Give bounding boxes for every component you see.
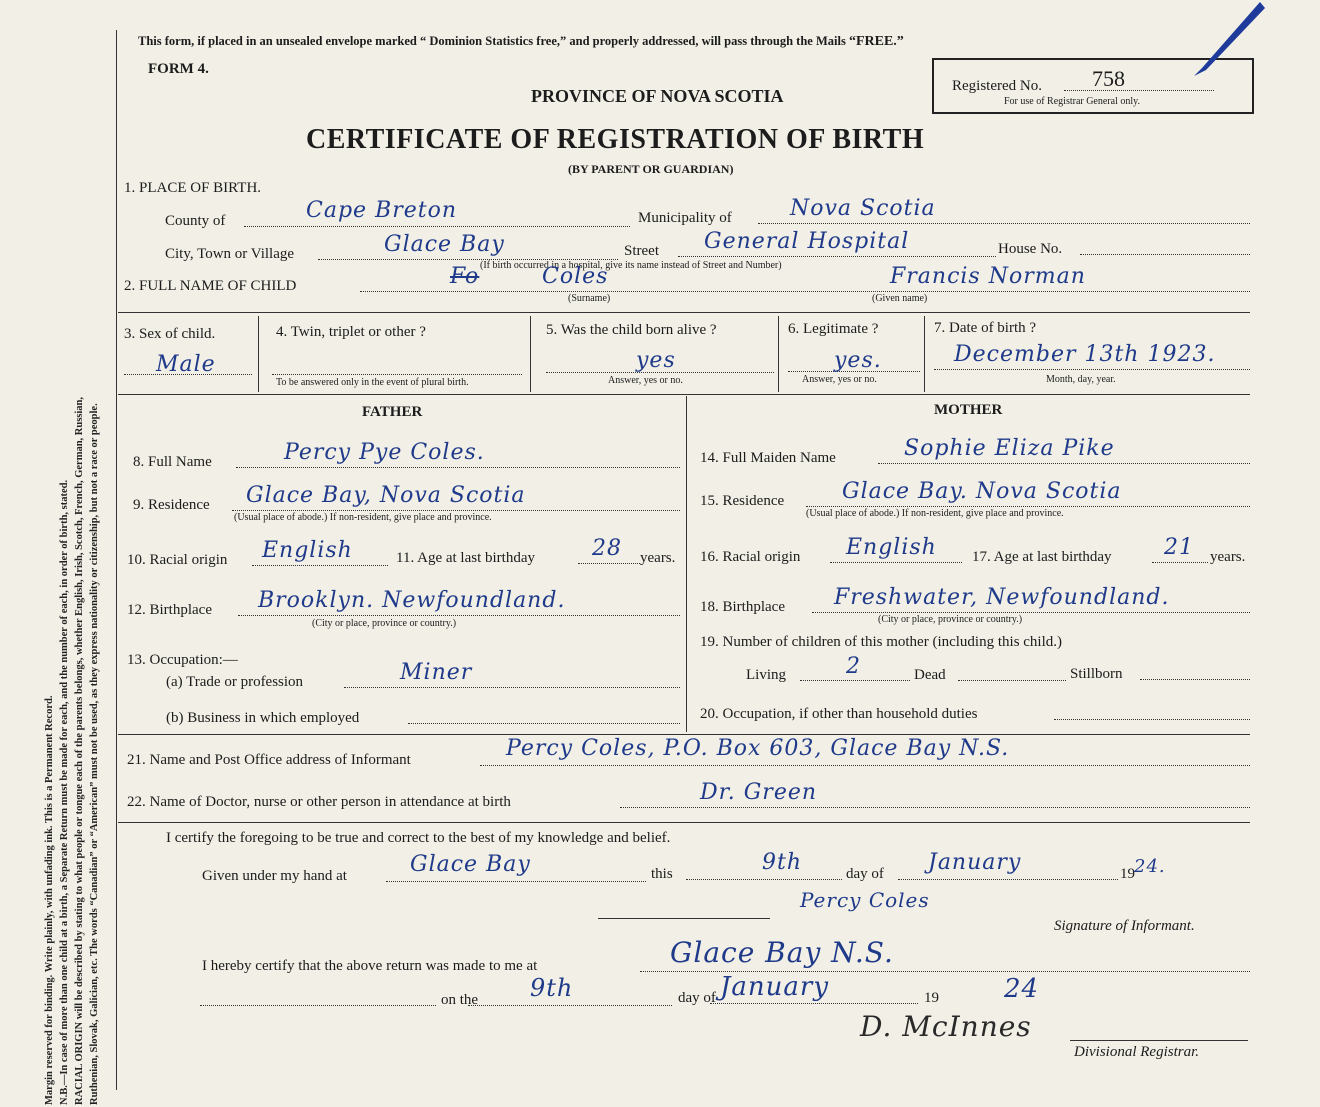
surname-caption: (Surname): [568, 293, 611, 304]
hospital-note: (If birth occurred in a hospital, give its name instead of Street and Number): [480, 260, 782, 271]
certify-statement: I certify the foregoing to be true and correct to the best of my knowledge and belief.: [166, 830, 671, 846]
trade-value: Miner: [400, 660, 473, 685]
father-residence-note: (Usual place of abode.) If non-resident, give place and province.: [234, 512, 492, 523]
mail-note: [138, 34, 904, 50]
margin-note: [42, 25, 102, 1105]
given-under-label: Given under my hand at: [202, 868, 347, 884]
child-surname: Coles: [542, 264, 609, 289]
street-label: Street: [624, 243, 659, 259]
living-value: 2: [846, 654, 861, 679]
legitimate-value: yes.: [834, 348, 882, 373]
trade-label: (a) Trade or profession: [166, 674, 304, 690]
divider: [118, 822, 1250, 823]
father-residence-value: Glace Bay, Nova Scotia: [246, 483, 526, 508]
informant-value: Percy Coles, P.O. Box 603, Glace Bay N.S.: [506, 736, 1010, 761]
on-the-label: on the: [441, 992, 479, 1008]
divider: [118, 394, 1250, 395]
mail-note-free: “FREE.”: [848, 34, 904, 49]
father-name-value: Percy Pye Coles.: [284, 440, 485, 465]
certify-year-value: 24.: [1134, 856, 1166, 877]
informant-signature-caption: Signature of Informant.: [1054, 918, 1195, 934]
certify-month-value: January: [928, 850, 1022, 875]
divider: [258, 316, 259, 392]
dob-label: 7. Date of birth ?: [934, 320, 1037, 336]
city-label: City, Town or Village: [165, 246, 295, 262]
father-racial-label: 10. Racial origin: [127, 552, 228, 568]
certify-year-prefix: 19: [1120, 866, 1135, 882]
margin-note-line: RACIAL ORIGIN will be described by stating to what people or tongue each of the parents belongs, whether English, Irish, Scotch, French, German, Russian,: [74, 396, 85, 1105]
county-label: County of: [165, 213, 226, 229]
twin-note: To be answered only in the event of plural birth.: [276, 377, 469, 388]
mother-residence-note: (Usual place of abode.) If non-resident, give place and province.: [806, 508, 1064, 519]
born-alive-caption: Answer, yes or no.: [608, 375, 683, 386]
dead-label: Dead: [914, 667, 946, 683]
born-alive-label: 5. Was the child born alive ?: [546, 322, 717, 338]
mother-residence-value: Glace Bay. Nova Scotia: [842, 479, 1122, 504]
mother-name-label: 14. Full Maiden Name: [700, 450, 836, 466]
child-name-label: 2. FULL NAME OF CHILD: [124, 278, 297, 294]
mother-occupation-label: 20. Occupation, if other than household duties: [700, 706, 978, 722]
father-age-label: 11. Age at last birthday: [396, 550, 535, 566]
father-racial-value: English: [262, 538, 353, 563]
dob-value: December 13th 1923.: [954, 342, 1216, 367]
given-name-caption: (Given name): [872, 293, 928, 304]
province-title: PROVINCE OF NOVA SCOTIA: [531, 86, 784, 106]
registered-label: Registered No.: [952, 78, 1042, 94]
children-count-label: 19. Number of children of this mother (including this child.): [700, 634, 1063, 650]
margin-note-line: Margin reserved for binding. Write plainly, with unfading ink. This is a Permanent Record.: [44, 695, 55, 1105]
sex-label: 3. Sex of child.: [124, 326, 216, 342]
mother-birthplace-label: 18. Birthplace: [700, 599, 785, 615]
doctor-value: Dr. Green: [700, 780, 818, 805]
legitimate-caption: Answer, yes or no.: [802, 374, 877, 385]
registrar-month-value: January: [720, 972, 830, 1002]
registrar-use-note: For use of Registrar General only.: [1004, 96, 1140, 107]
registered-number: 758: [1092, 66, 1125, 91]
father-age-value: 28: [592, 536, 622, 561]
registrar-day-value: 9th: [530, 974, 574, 1002]
day-of-label: day of: [846, 866, 884, 882]
page-title: CERTIFICATE OF REGISTRATION OF BIRTH: [306, 124, 925, 155]
father-birthplace-label: 12. Birthplace: [127, 602, 212, 618]
mail-note-text: This form, if placed in an unsealed envelope marked “ Dominion Statistics free,” and properly addressed, will pass through the Mails: [138, 34, 846, 48]
father-birthplace-value: Brooklyn. Newfoundland.: [258, 588, 566, 613]
mother-racial-label: 16. Racial origin: [700, 549, 801, 565]
registrar-caption: Divisional Registrar.: [1074, 1044, 1200, 1060]
registrar-day-of-label: day of: [678, 990, 716, 1006]
living-label: Living: [746, 667, 786, 683]
divider: [778, 316, 779, 392]
city-value: Glace Bay: [384, 232, 505, 257]
dob-caption: Month, day, year.: [1046, 374, 1116, 385]
registrar-signature: D. McInnes: [860, 1010, 1032, 1043]
registrar-year-prefix: 19: [924, 990, 939, 1006]
divider: [530, 316, 531, 392]
registrar-statement: I hereby certify that the above return was made to me at: [202, 958, 538, 974]
struck-text: Fo: [450, 264, 480, 289]
certify-place-value: Glace Bay: [410, 852, 531, 877]
municipality-value: Nova Scotia: [790, 196, 936, 221]
pen-mark-icon: [1190, 0, 1270, 80]
father-name-label: 8. Full Name: [133, 454, 212, 470]
twin-label: 4. Twin, triplet or other ?: [276, 324, 426, 340]
father-heading: FATHER: [362, 404, 423, 420]
informant-label: 21. Name and Post Office address of Informant: [127, 752, 411, 768]
municipality-label: Municipality of: [638, 210, 732, 226]
divider: [118, 734, 1250, 735]
father-years-label: years.: [640, 550, 676, 566]
father-residence-label: 9. Residence: [133, 497, 210, 513]
this-label: this: [651, 866, 673, 882]
stillborn-label: Stillborn: [1070, 666, 1123, 682]
father-occupation-label: 13. Occupation:—: [127, 652, 238, 668]
registrar-year-value: 24: [1004, 974, 1040, 1004]
left-border: [116, 30, 117, 1090]
mother-racial-value: English: [846, 535, 937, 560]
mother-age-label: 17. Age at last birthday: [972, 549, 1112, 565]
mother-age-value: 21: [1164, 535, 1194, 560]
business-label: (b) Business in which employed: [166, 710, 360, 726]
informant-signature: Percy Coles: [800, 888, 930, 912]
divider: [118, 312, 1250, 313]
mother-birthplace-note: (City or place, province or country.): [878, 614, 1023, 625]
form-number: FORM 4.: [148, 61, 209, 77]
certify-day-value: 9th: [762, 850, 803, 875]
margin-note-line: Ruthenian, Slovak, Galician, etc. The words “Canadian” or “American” must not be used, as they express nationality or citizenship, but not a race or people.: [89, 403, 100, 1105]
born-alive-value: yes: [636, 348, 676, 373]
mother-name-value: Sophie Eliza Pike: [904, 436, 1115, 461]
legitimate-label: 6. Legitimate ?: [788, 321, 879, 337]
mother-heading: MOTHER: [934, 402, 1003, 418]
doctor-label: 22. Name of Doctor, nurse or other person in attendance at birth: [127, 794, 511, 810]
divider: [686, 396, 687, 732]
page-subtitle: (BY PARENT OR GUARDIAN): [568, 162, 734, 176]
county-value: Cape Breton: [306, 198, 458, 223]
sex-value: Male: [156, 352, 216, 377]
margin-note-line: N.B.—In case of more than one child at a birth, a Separate Return must be made for each, and the number of each, in order of birth, stated.: [59, 479, 70, 1105]
mother-residence-label: 15. Residence: [700, 493, 785, 509]
mother-birthplace-value: Freshwater, Newfoundland.: [834, 585, 1170, 610]
house-number-label: House No.: [998, 241, 1063, 257]
street-value: General Hospital: [704, 229, 910, 254]
divider: [924, 316, 925, 392]
mother-years-label: years.: [1210, 549, 1246, 565]
child-given-name: Francis Norman: [890, 264, 1086, 289]
place-of-birth-label: 1. PLACE OF BIRTH.: [124, 180, 262, 196]
father-birthplace-note: (City or place, province or country.): [312, 618, 457, 629]
registrar-place-value: Glace Bay N.S.: [670, 936, 894, 969]
